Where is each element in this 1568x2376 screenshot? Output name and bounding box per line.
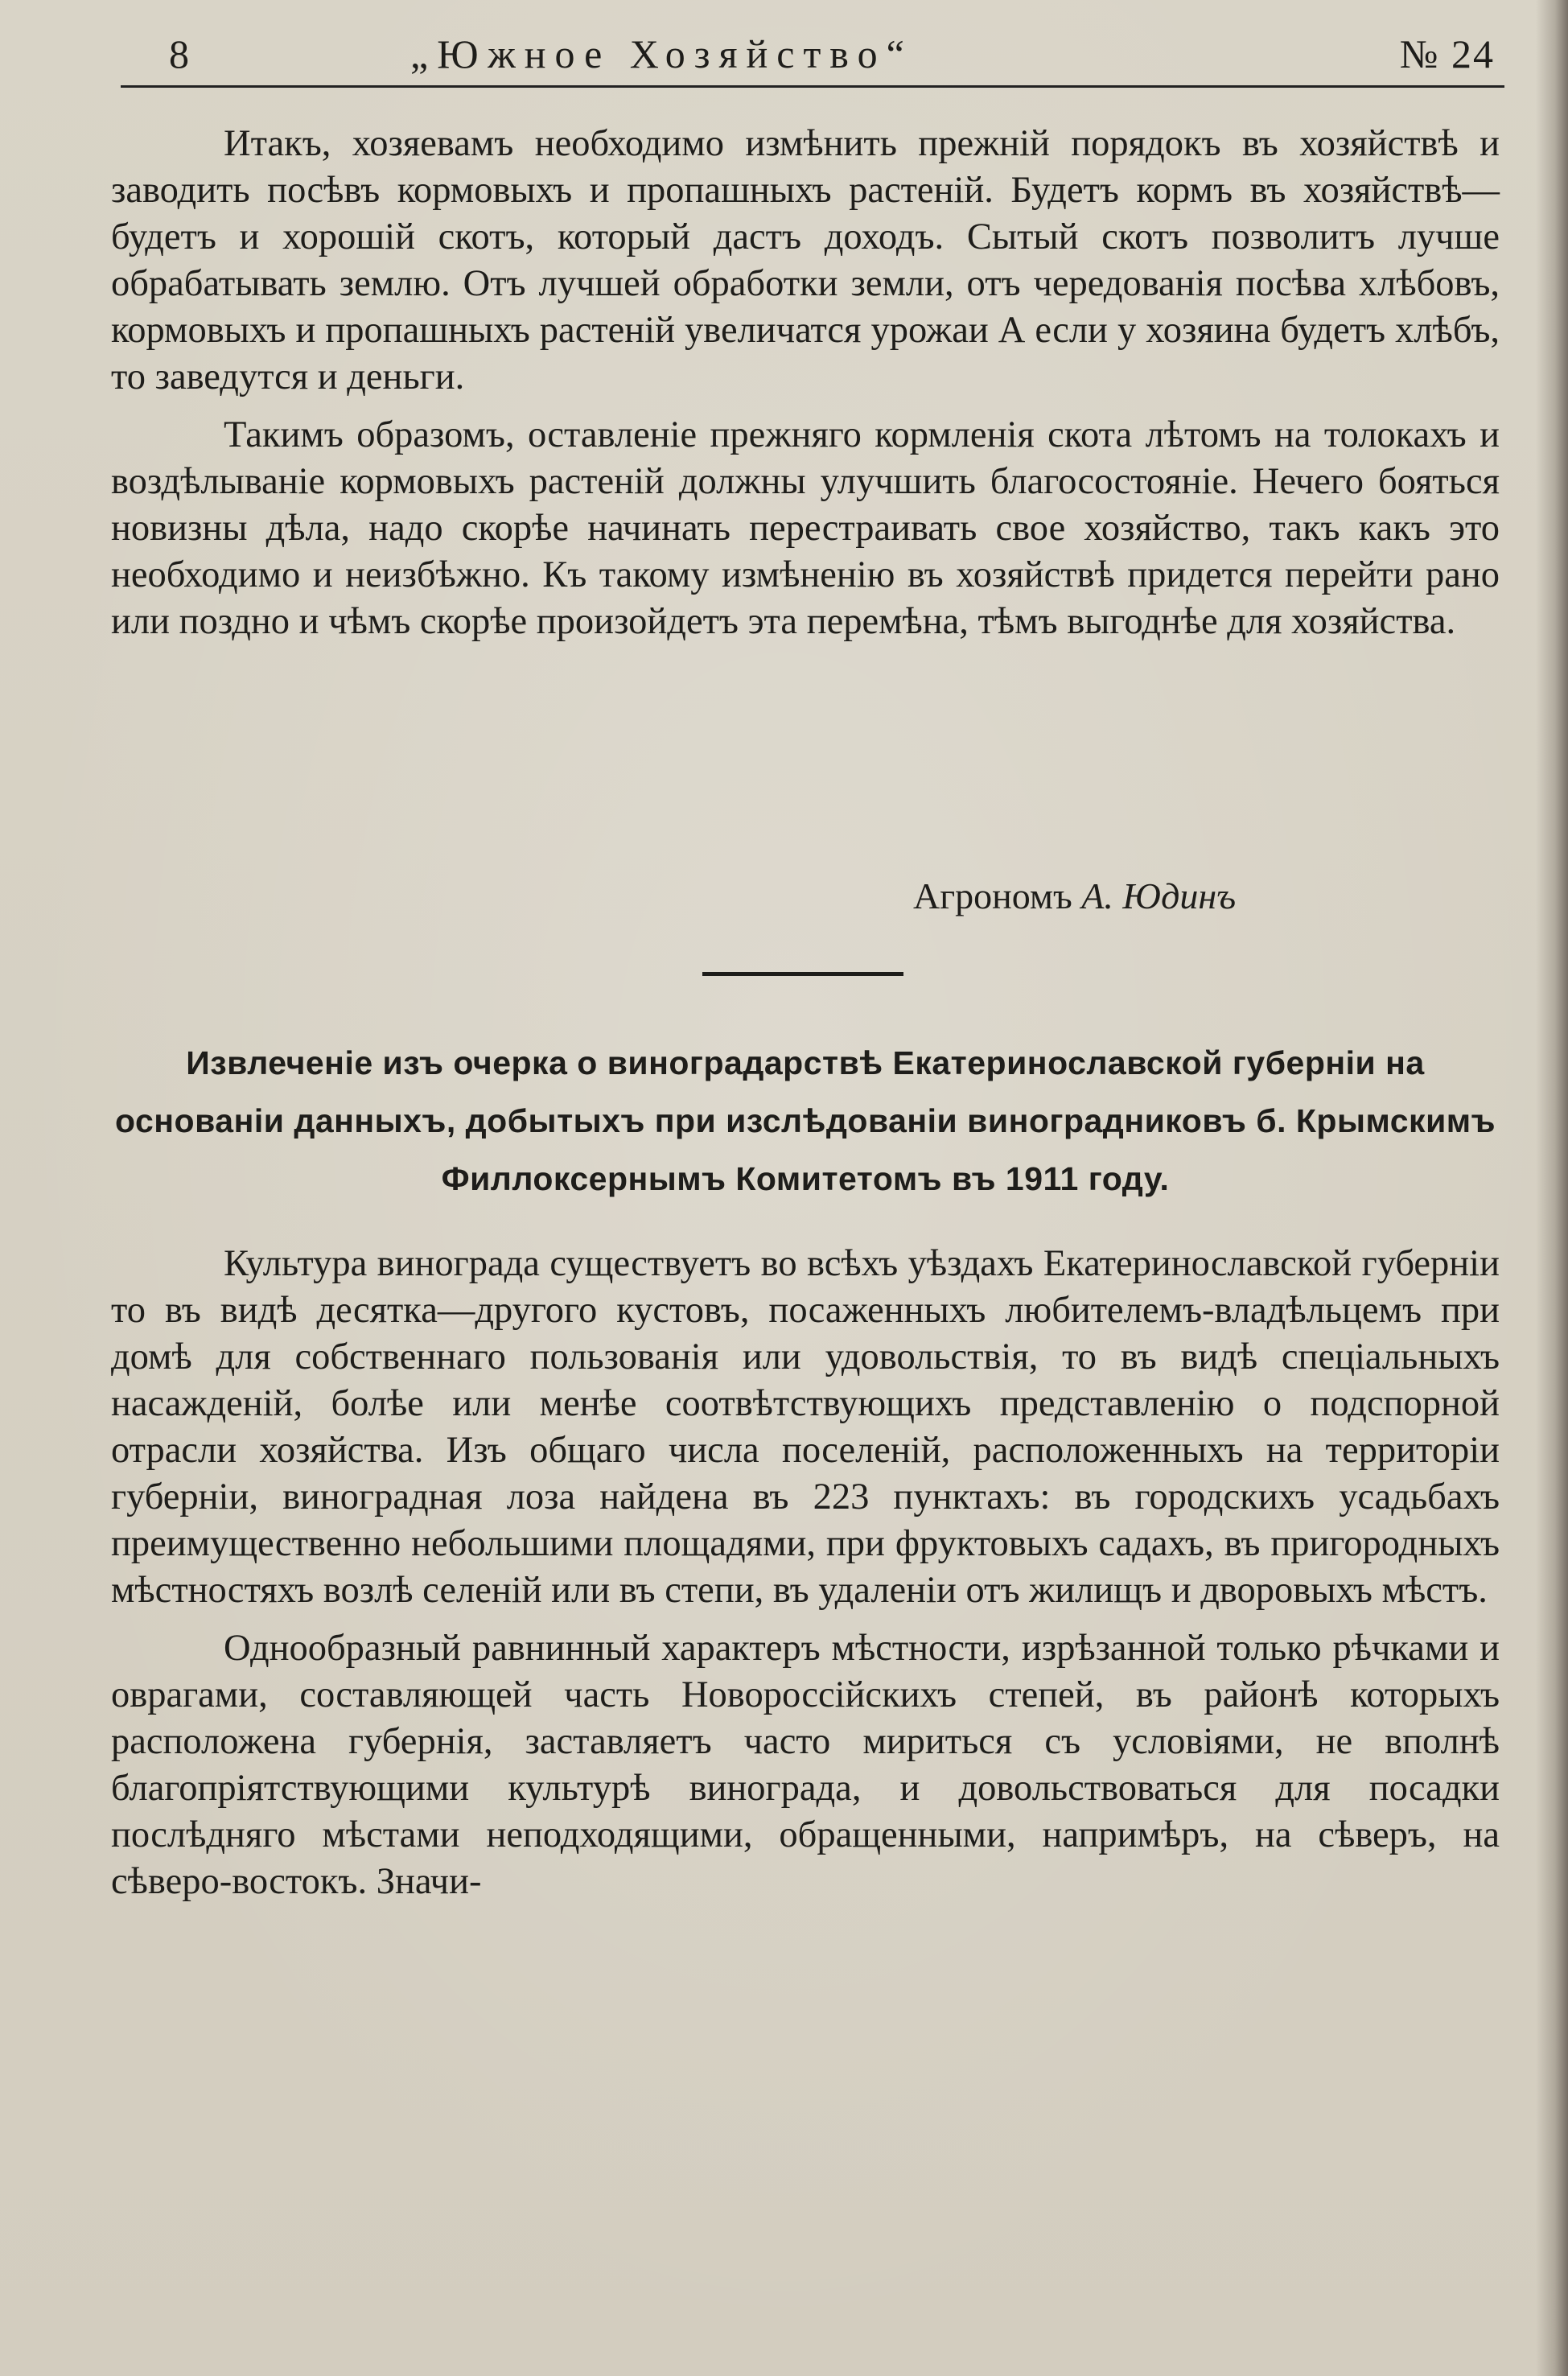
paragraph: Однообразный равнинный характеръ мѣстности, изрѣзанной только рѣчками и оврагами, составляющей часть Новороссійскихъ степей, въ районѣ которыхъ расположена губернія, заставляетъ часто мириться съ условіями, не вполнѣ благопріятствующими культурѣ винограда, и довольствоваться для посадки послѣдняго мѣстами неподходящими, обращенными, напримѣръ, на сѣверъ, на сѣверо-востокъ. Значи- (111, 1628, 1500, 1902)
issue-number: № 24 (1399, 31, 1495, 76)
article-heading: Извлеченіе изъ очерка о виноградарствѣ Екатеринославской губерніи на основаніи данныхъ, добытыхъ при изслѣдованіи виноградниковъ б. Крымскимъ Филлоксернымъ Комитетомъ въ 1911 году. (114, 1044, 1496, 1197)
paragraph: Такимъ образомъ, оставленіе прежняго кормленія скота лѣтомъ на толокахъ и воздѣлываніе кормовыхъ растеній должны улучшить благосостояніе. Нечего бояться новизны дѣла, надо скорѣе начинать перестраивать свое хозяйство, такъ какъ это необходимо и неизбѣжно. Къ такому измѣненію въ хозяйствѣ придется перейти рано или поздно и чѣмъ скорѣе произойдетъ эта перемѣна, тѣмъ выгоднѣе для хозяйства. (111, 414, 1500, 642)
running-header (121, 26, 1504, 82)
section-separator (702, 972, 903, 976)
article-body (111, 1241, 1500, 1905)
journal-title: „Южное Хозяйство“ (410, 31, 913, 76)
page-number: 8 (169, 31, 191, 76)
page-edge-shadow (1536, 0, 1568, 2376)
paragraph: Культура винограда существуетъ во всѣхъ уѣздахъ Екатеринославской губерніи то въ видѣ десятка—другого кустовъ, посаженныхъ любителемъ-владѣльцемъ при домѣ для собственнаго пользованія или удовольствія, то въ видѣ спеціальныхъ насажденій, болѣе или менѣе соотвѣтствующихъ представленію о подспорной отрасли хозяйства. Изъ общаго числа поселеній, расположенныхъ на территоріи губерніи, виноградная лоза найдена въ 223 пунктахъ: въ городскихъ усадьбахъ преимущественно небольшими площадями, при фруктовыхъ садахъ, въ пригородныхъ мѣстностяхъ возлѣ селеній или въ степи, въ удаленіи отъ жилищъ и дворовыхъ мѣстъ. (111, 1243, 1500, 1611)
paragraph: Итакъ, хозяевамъ необходимо измѣнить прежній порядокъ въ хозяйствѣ и заводить посѣвъ кормовыхъ и пропашныхъ растеній. Будетъ кормъ въ хозяйствѣ—будетъ и хорошій скотъ, который дастъ доходъ. Сытый скотъ позволитъ лучше обрабатывать землю. Отъ лучшей обработки земли, отъ чередованія посѣва хлѣбовъ, кормовыхъ и пропашныхъ растеній увеличатся урожаи А если у хозяина будетъ хлѣбъ, то заведутся и деньги. (111, 123, 1500, 397)
signature (913, 875, 1236, 917)
signature-name: А. Юдинъ (1081, 875, 1237, 916)
article-end-body (111, 121, 1500, 645)
signature-role: Агрономъ (913, 875, 1072, 916)
header-rule (121, 85, 1504, 88)
